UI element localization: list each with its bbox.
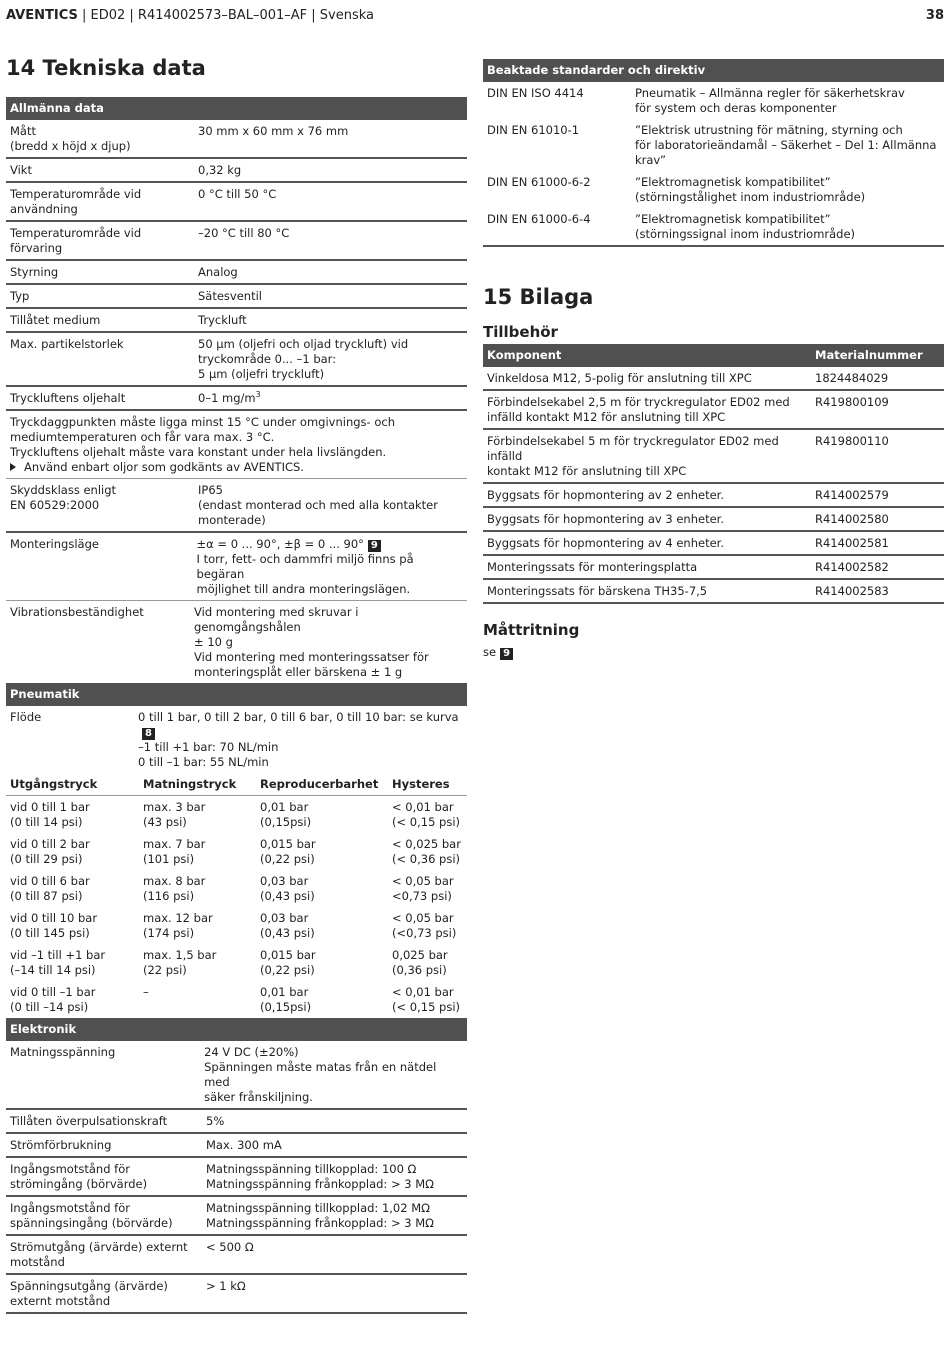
row-value <box>197 537 463 597</box>
row-value: Matningsspänning tillkopplad: 1,02 MΩ Matningsspänning frånkopplad: > 3 MΩ <box>206 1201 434 1230</box>
row-label: Ingångsmotstånd för strömingång (börvärde) <box>10 1162 148 1191</box>
row-value: Sätesventil <box>198 289 262 303</box>
table-row <box>6 309 467 333</box>
row-label: Monteringssats för monteringsplatta <box>487 560 698 574</box>
standards-table <box>483 82 944 247</box>
table-row <box>6 183 467 222</box>
oil-content-superscript: 3 <box>255 390 261 400</box>
table-row <box>483 556 944 580</box>
row-value: R419800109 <box>815 395 889 409</box>
row-value: ”Elektromagnetisk kompatibilitet” (störningssignal inom industriområde) <box>635 212 856 241</box>
row-label: Vikt <box>10 163 32 177</box>
row-value <box>138 710 463 770</box>
row-value: 0 °C till 50 °C <box>198 187 277 201</box>
row-value <box>198 391 261 406</box>
row-value: max. 12 bar (174 psi) <box>143 911 213 940</box>
table-row <box>483 391 944 430</box>
standards-header: Beaktade standarder och direktiv <box>483 59 944 82</box>
row-label: Styrning <box>10 265 59 279</box>
row-value: ”Elektrisk utrustning för mätning, styrning och för laboratorieändamål – Säkerhet – Del 1: Allmänna krav” <box>635 123 937 167</box>
figure-ref-badge: 9 <box>500 648 513 660</box>
general-data-header: Allmänna data <box>6 97 467 120</box>
row-label: Max. partikelstorlek <box>10 337 124 351</box>
row-label: Monteringsläge <box>10 537 99 551</box>
pressure-table-header <box>6 773 467 796</box>
table-row <box>483 508 944 532</box>
pneumatic-header: Pneumatik <box>6 683 467 706</box>
row-value: < 0,01 bar (< 0,15 psi) <box>392 800 461 829</box>
oil-content-row <box>6 387 467 411</box>
flow-value-extra: –1 till +1 bar: 70 NL/min 0 till –1 bar: 55 NL/min <box>138 740 279 769</box>
row-label: vid 0 till 1 bar (0 till 14 psi) <box>10 800 90 829</box>
accessories-column <box>483 344 944 604</box>
row-value: R419800110 <box>815 434 889 448</box>
row-value: < 500 Ω <box>206 1240 254 1254</box>
row-label: DIN EN 61010-1 <box>487 123 580 137</box>
pressure-row <box>6 944 467 981</box>
col-header: Materialnummer <box>815 348 923 362</box>
page-header <box>6 8 944 23</box>
mounting-note: I torr, fett- och dammfri miljö finns på begäran möjlighet till andra monteringslägen. <box>196 552 414 596</box>
row-value: 24 V DC (±20%) Spänningen måste matas från en nätdel med säker frånskiljning. <box>204 1045 437 1104</box>
row-value: < 0,05 bar <0,73 psi) <box>392 874 454 903</box>
dimension-drawing-ref <box>483 645 513 660</box>
row-value: 30 mm x 60 mm x 76 mm <box>198 124 349 138</box>
electronics-header: Elektronik <box>6 1018 467 1041</box>
row-value: IP65 (endast monterad och med alla kontakter monterade) <box>198 483 438 527</box>
row-label: Matningsspänning <box>10 1045 116 1059</box>
drawing-ref-text: se <box>483 645 497 659</box>
row-value: max. 1,5 bar (22 psi) <box>143 948 217 977</box>
row-value: 0,01 bar (0,15psi) <box>260 800 312 829</box>
figure-ref-badge: 8 <box>142 728 155 740</box>
bullet-arrow-icon <box>10 463 16 471</box>
general-data-table <box>6 120 467 387</box>
table-row <box>6 1134 467 1158</box>
row-label: DIN EN 61000-6-4 <box>487 212 591 226</box>
row-value: max. 3 bar (43 psi) <box>143 800 206 829</box>
figure-ref-badge: 9 <box>368 540 381 552</box>
section-15-title: 15 Bilaga <box>483 285 594 309</box>
row-label: Förbindelsekabel 2,5 m för tryckregulator ED02 med infälld kontakt M12 för anslutning till XPC <box>487 395 790 424</box>
dewpoint-note-bullet: Använd enbart oljor som godkänts av AVENTICS. <box>24 460 304 474</box>
row-value: Pneumatik – Allmänna regler för säkerhetskrav för system och deras komponenter <box>635 86 905 115</box>
row-label: Tillåtet medium <box>10 313 101 327</box>
row-label: vid 0 till 2 bar (0 till 29 psi) <box>10 837 90 866</box>
row-value: > 1 kΩ <box>206 1279 246 1293</box>
row-label: Skyddsklass enligt EN 60529:2000 <box>10 483 117 512</box>
row-value: < 0,05 bar (<0,73 psi) <box>392 911 457 940</box>
row-label: Byggsats för hopmontering av 4 enheter. <box>487 536 724 550</box>
standards-column <box>483 59 944 247</box>
pressure-row <box>6 833 467 870</box>
table-row <box>6 1158 467 1197</box>
row-label: vid 0 till –1 bar (0 till –14 psi) <box>10 985 96 1014</box>
table-row <box>483 367 944 391</box>
pressure-row <box>6 870 467 907</box>
row-label: Temperaturområde vid användning <box>10 187 142 216</box>
pressure-row <box>6 796 467 833</box>
table-row <box>6 120 467 159</box>
table-row <box>6 1275 467 1314</box>
row-value: max. 8 bar (116 psi) <box>143 874 206 903</box>
accessories-table <box>483 367 944 604</box>
row-value: Tryckluft <box>198 313 247 327</box>
table-row <box>6 1236 467 1275</box>
table-row <box>483 208 944 247</box>
row-value: 0,025 bar (0,36 psi) <box>392 948 448 977</box>
protection-class-row <box>6 479 467 533</box>
row-value: Vid montering med skruvar i genomgångshålen ± 10 g Vid montering med monteringssatser för monteringsplåt eller bärskena ± 1 g <box>194 605 429 679</box>
table-row <box>6 1041 467 1110</box>
table-row <box>483 119 944 171</box>
row-value: R414002579 <box>815 488 889 502</box>
electronics-table <box>6 1041 467 1314</box>
dewpoint-note <box>6 411 467 479</box>
row-value: 0,015 bar (0,22 psi) <box>260 948 316 977</box>
flow-row <box>6 706 467 773</box>
col-header: Hysteres <box>392 777 450 791</box>
table-row <box>6 333 467 387</box>
pressure-row <box>6 907 467 944</box>
table-row <box>483 171 944 208</box>
col-header: Utgångstryck <box>10 777 98 791</box>
col-header: Reproducerbarhet <box>260 777 379 791</box>
mounting-angles: ±α = 0 ... 90°, ±β = 0 ... 90° <box>196 537 364 551</box>
dewpoint-note-text: Tryckdaggpunkten måste ligga minst 15 °C under omgivnings- och mediumtemperaturen och får vara max. 3 °C. Tryckluftens oljehalt måste vara konstant under hela livslängden. <box>10 415 395 459</box>
col-header: Komponent <box>487 348 562 362</box>
row-value: –20 °C till 80 °C <box>198 226 290 240</box>
row-value: ”Elektromagnetisk kompatibilitet” (störningstålighet inom industriområde) <box>635 175 866 204</box>
row-label: Strömförbrukning <box>10 1138 112 1152</box>
row-label: Tryckluftens oljehalt <box>10 391 126 405</box>
row-value: 5% <box>206 1114 225 1128</box>
row-label: Spänningsutgång (ärvärde) externt motstånd <box>10 1279 168 1308</box>
row-label: Byggsats för hopmontering av 2 enheter. <box>487 488 724 502</box>
page-number: 38 <box>925 8 944 23</box>
row-value: 50 µm (oljefri och oljad tryckluft) vid tryckområde 0... –1 bar: 5 µm (oljefri tryckluft) <box>198 337 409 381</box>
row-value: – <box>143 985 149 999</box>
row-label: vid 0 till 6 bar (0 till 87 psi) <box>10 874 90 903</box>
pressure-table <box>6 796 467 1018</box>
oil-content-value: 0–1 mg/m <box>198 391 256 405</box>
row-label: Monteringssats för bärskena TH35-7,5 <box>487 584 708 598</box>
pressure-row <box>6 981 467 1018</box>
flow-value-main: 0 till 1 bar, 0 till 2 bar, 0 till 6 bar, 0 till 10 bar: se kurva <box>138 710 459 724</box>
row-label: Temperaturområde vid förvaring <box>10 226 142 255</box>
table-row <box>483 430 944 484</box>
technical-data-column <box>6 97 467 1314</box>
row-value: 0,015 bar (0,22 psi) <box>260 837 316 866</box>
row-value: 0,03 bar (0,43 psi) <box>260 911 315 940</box>
col-header: Matningstryck <box>143 777 237 791</box>
row-label: Förbindelsekabel 5 m för tryckregulator ED02 med infälld kontakt M12 för anslutning till XPC <box>487 434 779 478</box>
row-value: Analog <box>198 265 238 279</box>
row-value: < 0,01 bar (< 0,15 psi) <box>392 985 461 1014</box>
row-label: Byggsats för hopmontering av 3 enheter. <box>487 512 724 526</box>
row-value: R414002582 <box>815 560 889 574</box>
table-row <box>6 285 467 309</box>
table-row <box>483 484 944 508</box>
table-row <box>483 532 944 556</box>
row-value: 0,32 kg <box>198 163 242 177</box>
row-label: Flöde <box>10 710 42 724</box>
row-label: Mått (bredd x höjd x djup) <box>10 124 131 153</box>
doc-reference: | ED02 | R414002573–BAL–001–AF | Svenska <box>77 8 374 23</box>
brand-name: AVENTICS <box>6 8 78 23</box>
row-label: Vibrationsbeständighet <box>10 605 144 619</box>
vibration-row <box>6 601 467 683</box>
table-row <box>6 159 467 183</box>
table-row <box>6 222 467 261</box>
accessories-header <box>483 344 944 367</box>
row-label: Strömutgång (ärvärde) externt motstånd <box>10 1240 188 1269</box>
table-row <box>6 1197 467 1236</box>
accessories-title: Tillbehör <box>483 323 558 341</box>
row-label: Typ <box>10 289 30 303</box>
row-label: DIN EN ISO 4414 <box>487 86 584 100</box>
row-label: Vinkeldosa M12, 5-polig för anslutning till XPC <box>487 371 752 385</box>
table-row <box>483 82 944 119</box>
row-value: 0,01 bar (0,15psi) <box>260 985 312 1014</box>
row-label: DIN EN 61000-6-2 <box>487 175 591 189</box>
row-label: vid 0 till 10 bar (0 till 145 psi) <box>10 911 98 940</box>
row-label: Tillåten överpulsationskraft <box>10 1114 168 1128</box>
table-row <box>483 580 944 604</box>
table-row <box>6 261 467 285</box>
row-value: 1824484029 <box>815 371 889 385</box>
section-14-title: 14 Tekniska data <box>6 56 206 80</box>
row-value: Matningsspänning tillkopplad: 100 Ω Matningsspänning frånkopplad: > 3 MΩ <box>206 1162 434 1191</box>
row-label: Ingångsmotstånd för spänningsingång (börvärde) <box>10 1201 173 1230</box>
row-value: R414002580 <box>815 512 889 526</box>
row-label: vid –1 till +1 bar (–14 till 14 psi) <box>10 948 106 977</box>
row-value: < 0,025 bar (< 0,36 psi) <box>392 837 461 866</box>
row-value: R414002583 <box>815 584 889 598</box>
mounting-position-row <box>6 533 467 601</box>
row-value: R414002581 <box>815 536 889 550</box>
row-value: max. 7 bar (101 psi) <box>143 837 206 866</box>
row-value: 0,03 bar (0,43 psi) <box>260 874 315 903</box>
table-row <box>6 1110 467 1134</box>
dimension-drawing-title: Måttritning <box>483 621 580 639</box>
row-value: Max. 300 mA <box>206 1138 282 1152</box>
